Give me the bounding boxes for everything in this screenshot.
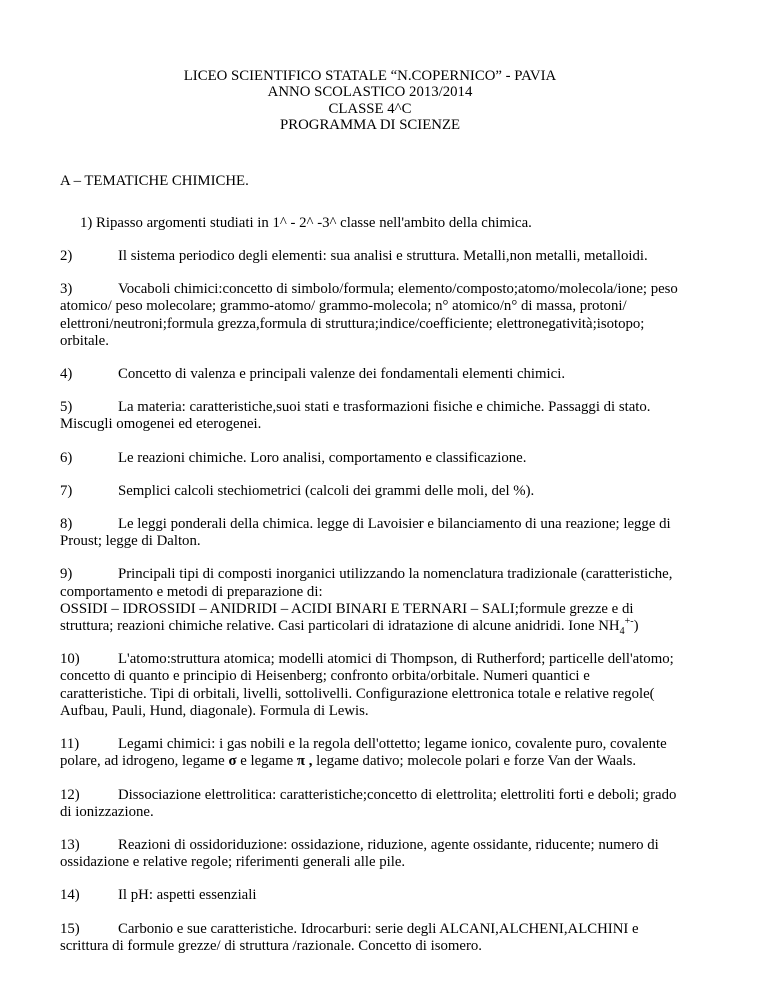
school-year: ANNO SCOLASTICO 2013/2014: [267, 84, 473, 101]
list-item-12: [60, 787, 680, 821]
list-item-6: [60, 450, 680, 467]
item-text: La materia: caratteristiche,suoi stati e trasformazioni fisiche e chimiche. Passaggi di stato. Miscugli omogenei ed eterogenei.: [60, 399, 651, 433]
item-number: 8): [60, 516, 73, 533]
item-text: Dissociazione elettrolitica: caratteristiche;concetto di elettrolita; elettroliti forti e deboli; grado di ionizzazione.: [60, 786, 677, 820]
list-item-13: [60, 837, 680, 871]
item-text: Carbonio e sue caratteristiche. Idrocarburi: serie degli ALCANI,ALCHENI,ALCHINI e scrittura di formule grezze/ di struttura /razionale. Concetto di isomero.: [60, 920, 639, 954]
item-text: Il sistema periodico degli elementi: sua analisi e struttura. Metalli,non metalli, metalloidi.: [118, 248, 648, 265]
item-number: 4): [60, 366, 73, 383]
list-item-2: [60, 248, 680, 265]
item-number: 6): [60, 449, 73, 466]
list-item-8: [60, 516, 680, 550]
item-number: 7): [60, 482, 73, 499]
list-item-3: [60, 281, 680, 350]
item-number: 12): [60, 786, 80, 803]
class-name: CLASSE 4^C: [328, 100, 412, 117]
item-text: Reazioni di ossidoriduzione: ossidazione, riduzione, agente ossidante, riducente; numero di ossidazione e relative regole; riferimenti generali alle pile.: [60, 836, 659, 871]
item-number: 9): [60, 566, 73, 583]
list-item-7: [60, 483, 680, 500]
item-number: 13): [60, 836, 80, 853]
item-text: Il pH: aspetti essenziali: [118, 887, 257, 904]
item-number: 3): [60, 281, 73, 298]
program-title: PROGRAMMA DI SCIENZE: [279, 117, 461, 134]
item-text: Concetto di valenza e principali valenze dei fondamentali elementi chimici.: [118, 366, 566, 383]
item-number: 11): [60, 736, 80, 753]
list-item-4: [60, 366, 680, 383]
item-number: 2): [60, 248, 73, 265]
item-number: 15): [60, 920, 80, 937]
list-item-5: [60, 399, 680, 433]
list-item-15: [60, 921, 680, 955]
item-number: 5): [60, 399, 73, 416]
item-number: 1): [80, 214, 93, 231]
item-text: Legami chimici: i gas nobili e la regola dell'ottetto; legame ionico, covalente puro, covalente polare, ad idrogeno, legame: [60, 736, 667, 770]
item-text-mid: e legame: [236, 753, 297, 770]
item-number: 10): [60, 651, 80, 668]
list-item-11: [60, 736, 680, 770]
superscript: +-: [624, 616, 634, 628]
subscript: 4: [619, 626, 625, 638]
pi-symbol: π ,: [296, 753, 313, 770]
item-number: 14): [60, 887, 80, 904]
list-item-9: [60, 566, 680, 638]
list-item-14: [60, 887, 680, 904]
list-item-1: [60, 215, 680, 232]
item-text: Le leggi ponderali della chimica. legge di Lavoisier e bilanciamento di una reazione; legge di Proust; legge di Dalton.: [60, 516, 671, 550]
item-text-continued: OSSIDI – IDROSSIDI – ANIDRIDI – ACIDI BINARI E TERNARI – SALI;formule grezze e di struttura; reazioni chimiche relative. Casi particolari di idratazione di alcune anidridi. Ione NH: [60, 600, 634, 635]
sigma-symbol: σ: [228, 753, 237, 770]
item-text: L'atomo:struttura atomica; modelli atomici di Thompson, di Rutherford; particelle dell'atomo; concetto di quanto e principio di Heisenberg; confronto orbita/orbitale. Numeri quantici e caratteristiche. Tipi di orbitali, livelli, sottolivelli. Configurazione elettronica totale e relative regole( Aufbau, Pauli, Hund, diagonale). Formula di Lewis.: [60, 651, 674, 719]
item-text: Ripasso argomenti studiati in 1^ - 2^ -3^ classe nell'ambito della chimica.: [96, 214, 532, 231]
item-text-end: legame dativo; molecole polari e forze Van der Waals.: [312, 753, 637, 770]
item-text: Principali tipi di composti inorganici utilizzando la nomenclatura tradizionale (caratteristiche, comportamento e metodi di preparazione di:: [60, 566, 673, 600]
item-text-end: ): [633, 618, 639, 635]
school-name: LICEO SCIENTIFICO STATALE “N.COPERNICO” - PAVIA: [183, 68, 557, 84]
section-title: A – TEMATICHE CHIMICHE.: [60, 172, 249, 189]
item-text: Semplici calcoli stechiometrici (calcoli dei grammi delle moli, del %).: [118, 482, 535, 499]
item-text: Le reazioni chimiche. Loro analisi, comportamento e classificazione.: [118, 449, 527, 466]
item-text: Vocaboli chimici:concetto di simbolo/formula; elemento/composto;atomo/molecola/ione; peso atomico/ peso molecolare; grammo-atomo/ grammo-molecola; n° atomico/n° di massa, protoni/ elettroni/neutroni;formula grezza,formula di struttura;indice/coefficiente; elettronegatività;isotopo; orbitale.: [60, 281, 678, 349]
document-header: [60, 68, 680, 134]
list-item-10: [60, 651, 680, 720]
